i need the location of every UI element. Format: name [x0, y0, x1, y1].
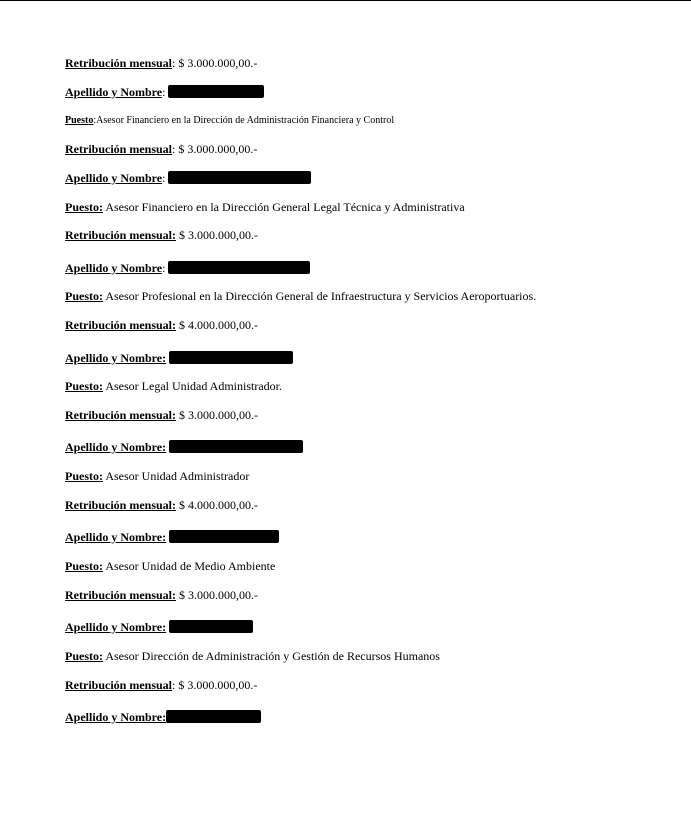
redaction-block	[166, 710, 261, 723]
field-label: Apellido y Nombre	[65, 85, 163, 99]
line-retribucion	[65, 228, 258, 242]
line-apellido	[65, 440, 303, 454]
field-label: Apellido y Nombre:	[65, 440, 167, 454]
field-label: Puesto:	[65, 289, 103, 303]
line-puesto	[65, 469, 249, 483]
field-label: Retribución mensual:	[65, 498, 176, 512]
field-label: Apellido y Nombre	[65, 261, 163, 275]
field-label: Apellido y Nombre:	[65, 710, 167, 724]
field-separator: :	[162, 85, 169, 99]
field-label: Retribución mensual	[65, 56, 173, 70]
field-value: Asesor Unidad de Medio Ambiente	[105, 559, 276, 573]
field-label: Retribución mensual:	[65, 318, 176, 332]
line-apellido	[65, 710, 261, 724]
line-puesto	[65, 379, 282, 393]
field-value: $ 3.000.000,00.-	[179, 408, 258, 422]
field-separator: :	[172, 142, 179, 156]
field-separator: :	[93, 115, 97, 126]
field-separator: :	[172, 678, 179, 692]
field-label: Apellido y Nombre:	[65, 620, 167, 634]
field-separator: :	[172, 56, 179, 70]
field-label: Apellido y Nombre:	[65, 530, 167, 544]
line-retribucion	[65, 498, 258, 512]
field-label: Retribución mensual	[65, 678, 173, 692]
line-apellido	[65, 171, 311, 185]
field-value: Asesor Financiero en la Dirección de Administración Financiera y Control	[96, 115, 395, 126]
field-value: $ 3.000.000,00.-	[179, 588, 258, 602]
field-label: Retribución mensual	[65, 142, 173, 156]
line-retribucion	[65, 588, 258, 602]
field-label: Retribución mensual:	[65, 588, 176, 602]
field-label: Puesto:	[65, 200, 103, 214]
field-label: Puesto:	[65, 379, 103, 393]
field-label: Puesto:	[65, 649, 103, 663]
line-retribucion	[65, 56, 257, 70]
line-apellido	[65, 620, 253, 634]
redaction-block	[169, 620, 253, 633]
field-label: Puesto:	[65, 559, 103, 573]
line-retribucion	[65, 678, 257, 692]
line-apellido	[65, 530, 279, 544]
field-value: Asesor Dirección de Administración y Gestión de Recursos Humanos	[105, 649, 440, 663]
redaction-block	[169, 440, 303, 453]
field-label: Apellido y Nombre:	[65, 351, 167, 365]
line-puesto	[65, 649, 440, 663]
field-value: Asesor Unidad Administrador	[105, 469, 250, 483]
redaction-block	[168, 171, 311, 184]
field-value: Asesor Profesional en la Dirección General de Infraestructura y Servicios Aeroportuarios.	[105, 289, 537, 303]
field-label: Retribución mensual:	[65, 228, 176, 242]
line-apellido	[65, 85, 264, 99]
line-apellido	[65, 351, 293, 365]
line-apellido	[65, 261, 310, 275]
line-puesto	[65, 559, 275, 573]
field-separator: :	[162, 261, 169, 275]
redaction-block	[168, 261, 310, 274]
field-label: Retribución mensual:	[65, 408, 176, 422]
line-puesto	[65, 114, 394, 128]
field-value: $ 4.000.000,00.-	[179, 318, 258, 332]
redaction-block	[169, 530, 279, 543]
line-retribucion	[65, 408, 258, 422]
field-value: Asesor Financiero en la Dirección General Legal Técnica y Administrativa	[105, 200, 465, 214]
field-label: Puesto	[65, 115, 94, 126]
field-value: $ 3.000.000,00.-	[178, 56, 258, 70]
field-value: $ 3.000.000,00.-	[178, 142, 258, 156]
field-value: $ 4.000.000,00.-	[179, 498, 258, 512]
field-label: Apellido y Nombre	[65, 171, 163, 185]
page-top-border	[0, 0, 691, 1]
redaction-block	[168, 85, 264, 98]
line-puesto	[65, 289, 536, 303]
field-value: $ 3.000.000,00.-	[178, 678, 258, 692]
field-value: Asesor Legal Unidad Administrador.	[105, 379, 282, 393]
line-retribucion	[65, 142, 257, 156]
redaction-block	[169, 351, 293, 364]
line-puesto	[65, 200, 465, 214]
field-label: Puesto:	[65, 469, 103, 483]
field-separator: :	[162, 171, 169, 185]
line-retribucion	[65, 318, 258, 332]
field-value: $ 3.000.000,00.-	[179, 228, 258, 242]
